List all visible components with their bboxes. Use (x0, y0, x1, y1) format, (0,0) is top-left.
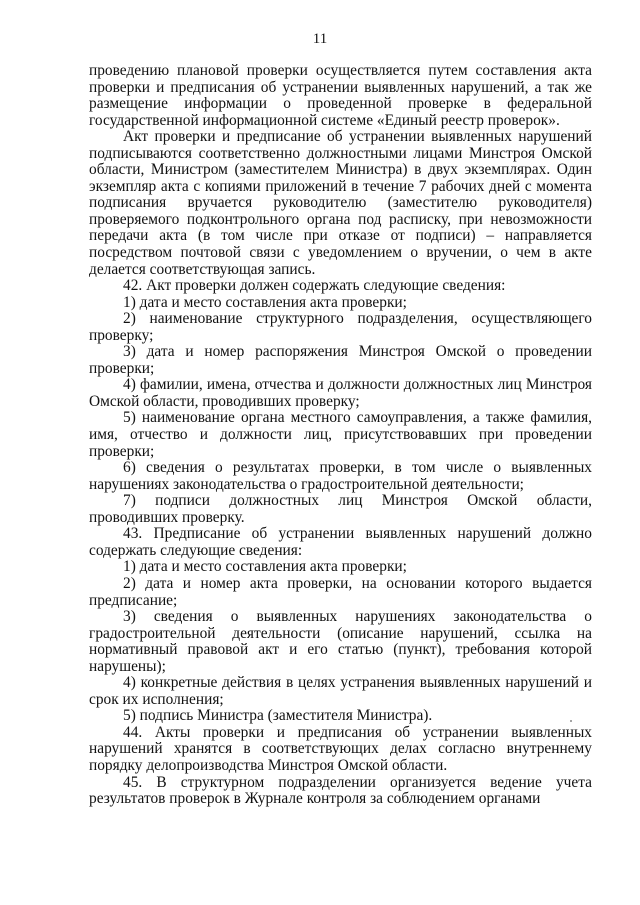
list-item: 4) конкретные действия в целях устранения выявленных нарушений и срок их исполнения; (89, 674, 592, 708)
paragraph: 45. В структурном подразделении организуется ведение учета результатов проверок в Журнале контроля за соблюдением органами (89, 773, 592, 808)
page-number: 11 (312, 31, 328, 47)
paragraph: проведению плановой проверки осуществляется путем составления акта проверки и предписания об устранении выявленных нарушений, а так же размещение информации о проведенной проверке в федеральной государственной информационной системе «Единый реестр проверок». (89, 62, 592, 129)
list-item: 1) дата и место составления акта проверки; (123, 558, 407, 576)
list-item: 2) дата и номер акта проверки, на основании которого выдается предписание; (89, 574, 592, 609)
list-item: 3) сведения о выявленных нарушениях законодательства о градостроительной деятельности (описание нарушений, ссылка на нормативный правовой акт и его статью (пункт), требования которой нарушены); (89, 608, 592, 675)
list-item: 2) наименование структурного подразделения, осуществляющего проверку; (89, 310, 592, 344)
paragraph: 44. Акты проверки и предписания об устранении выявленных нарушений хранятся в соответствующих делах согласно внутреннему порядку делопроизводства Минстроя Омской области. (89, 723, 592, 774)
list-item: 1) дата и место составления акта проверки; (123, 293, 407, 311)
list-item: 5) наименование органа местного самоуправления, а также фамилия, имя, отчество и должности лиц, присутствовавших при проведении проверки; (89, 409, 592, 460)
paragraph: 42. Акт проверки должен содержать следующие сведения: (123, 277, 506, 295)
paragraph: 43. Предписание об устранении выявленных нарушений должно содержать следующие сведения: (89, 525, 592, 559)
document-body (89, 63, 592, 808)
list-item: 6) сведения о результатах проверки, в том числе о выявленных нарушениях законодательства о градостроительной деятельности; (89, 459, 592, 493)
list-item: 7) подписи должностных лиц Минстроя Омской области, проводивших проверку. (89, 492, 592, 526)
list-item: 4) фамилии, имена, отчества и должности должностных лиц Минстроя Омской области, проводивших проверку; (89, 376, 592, 410)
list-item: 3) дата и номер распоряжения Минстроя Омской о проведении проверки; (89, 343, 592, 377)
scan-speck (570, 720, 572, 722)
paragraph: Акт проверки и предписание об устранении выявленных нарушений подписываются соответственно должностными лицами Минстроя Омской области, Министром (заместителем Министра) в двух экземплярах. Один экземпляр акта с копиями приложений в течение 7 рабочих дней с момента подписания вручается руководителю (заместителю руководителя) проверяемого подконтрольного органа под расписку, при невозможности передачи акта (в том числе при отказе от подписи) – направляется посредством почтовой связи с уведомлением о вручении, о чем в акте делается соответствующая запись. (89, 128, 592, 278)
list-item: 5) подпись Министра (заместителя Министра). (123, 707, 433, 725)
